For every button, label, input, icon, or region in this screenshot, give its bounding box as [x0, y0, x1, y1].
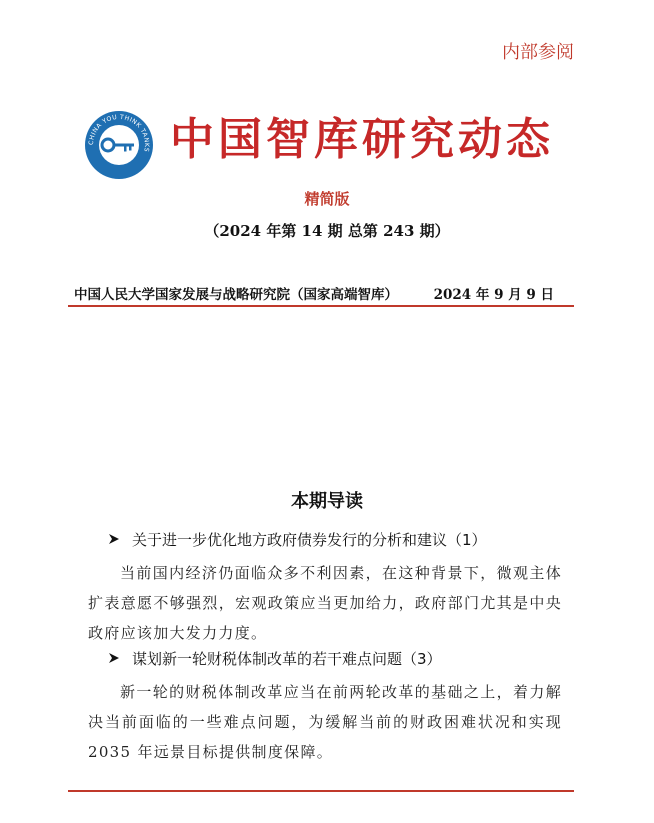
issue-number: （2024 年第 14 期 总第 243 期）: [204, 222, 450, 240]
article-summary: 当前国内经济仍面临众多不利因素，在这种背景下，微观主体扩表意愿不够强烈，宏观政策应当更加给力，政府部门尤其是中央政府应该加大发力力度。: [88, 564, 562, 642]
journal-title: 中国智库研究动态: [170, 114, 554, 165]
masthead: [74, 283, 574, 303]
publish-date: 2024 年 9 月 9 日: [433, 287, 554, 303]
article-entry: [88, 528, 578, 648]
publisher: 中国人民大学国家发展与战略研究院（国家高端智库）: [74, 287, 398, 303]
article-title: 关于进一步优化地方政府债券发行的分析和建议（1）: [132, 530, 487, 549]
article-summary: 新一轮的财税体制改革应当在前两轮改革的基础之上，着力解决当前面临的一些难点问题，为缓解当前的财政困难状况和实现 2035 年远景目标提供制度保障。: [88, 683, 562, 761]
masthead-divider: [68, 305, 574, 307]
arrow-bullet-icon: [108, 652, 120, 664]
contents-title: 本期导读: [291, 491, 363, 512]
internal-reference-label: 内部参阅: [502, 42, 574, 63]
article-entry: [88, 647, 578, 767]
arrow-bullet-icon: [108, 533, 120, 545]
article-heading: [104, 528, 578, 550]
article-heading: [104, 647, 578, 669]
edition-label: 精简版: [304, 190, 350, 208]
think-tank-logo: [84, 110, 154, 180]
logo-ring-text: CHINA YOU THINK TANKS: [87, 113, 151, 153]
footer-divider: [68, 790, 574, 792]
article-title: 谋划新一轮财税体制改革的若干难点问题（3）: [132, 649, 442, 668]
